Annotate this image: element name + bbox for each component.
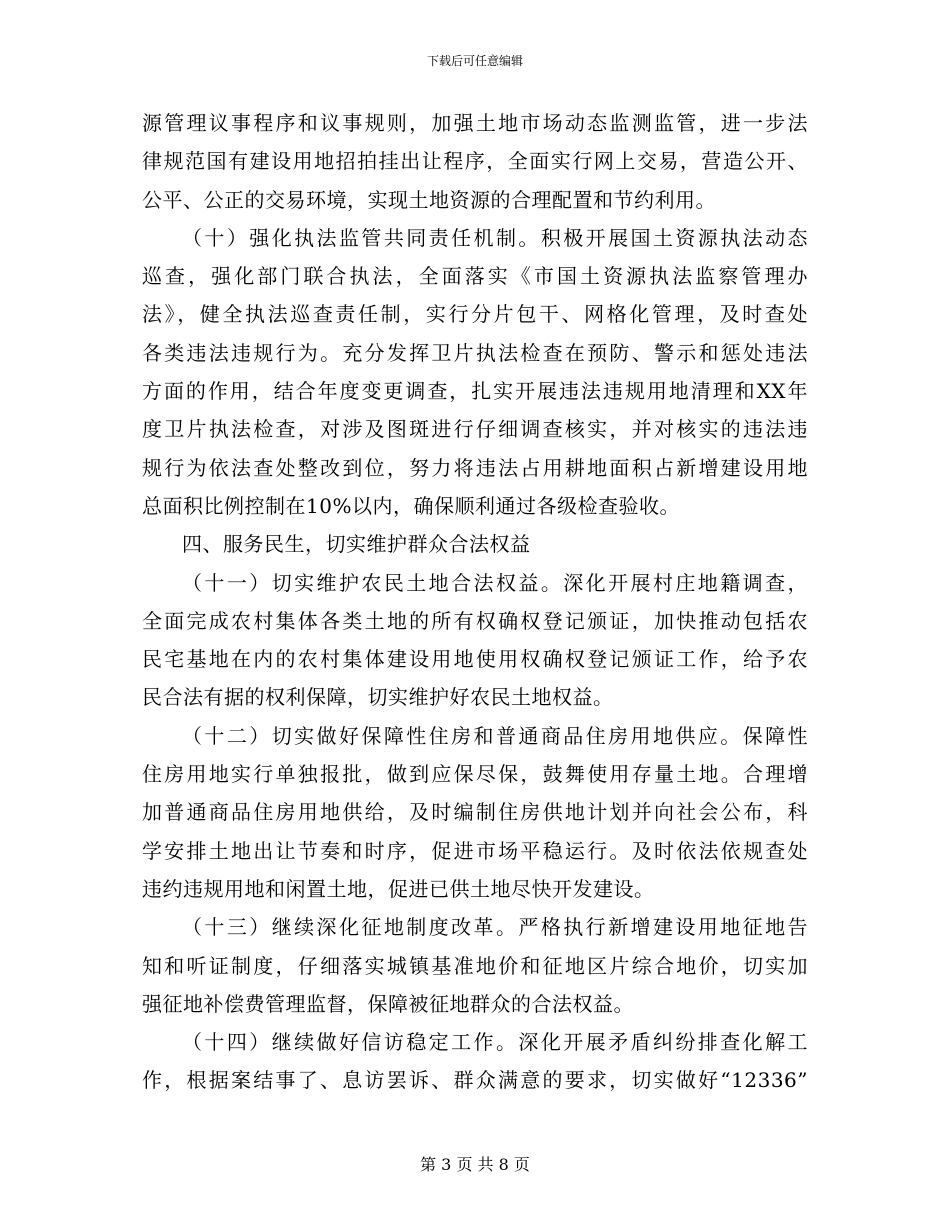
- text-line: 总面积比例控制在10%以内，确保顺利通过各级检查验收。: [142, 493, 680, 518]
- text-line: 方面的作用，结合年度变更调查，扎实开展违法违规用地清理和XX年: [142, 379, 808, 404]
- section-heading: 四、服务民生，切实维护群众合法权益: [182, 532, 531, 557]
- text-line: （十四）继续做好信访稳定工作。深化开展矛盾纠纷排查化解工: [182, 1030, 808, 1055]
- text-line: 住房用地实行单独报批，做到应保尽保，鼓舞使用存量土地。合理增: [142, 762, 808, 787]
- text-line: 作，根据案结事了、息访罢诉、群众满意的要求，切实做好“12336”: [142, 1068, 808, 1093]
- text-line: 规行为依法查处整改到位，努力将违法占用耕地面积占新增建设用地: [142, 455, 808, 480]
- text-line: 加普通商品住房用地供给，及时编制住房供地计划并向社会公布，科: [142, 800, 808, 825]
- text-line: 各类违法违规行为。充分发挥卫片执法检查在预防、警示和惩处违法: [142, 340, 808, 365]
- text-line: 巡查，强化部门联合执法，全面落实《市国土资源执法监察管理办: [142, 264, 808, 289]
- document-body: [142, 104, 808, 1100]
- text-line: 全面完成农村集体各类土地的所有权确权登记颁证，加快推动包括农: [142, 608, 808, 633]
- text-line: （十一）切实维护农民土地合法权益。深化开展村庄地籍调查，: [182, 570, 808, 595]
- text-line: （十二）切实做好保障性住房和普通商品住房用地供应。保障性: [182, 723, 808, 748]
- text-line: 法》，健全执法巡查责任制，实行分片包干、网格化管理，及时查处: [142, 302, 808, 327]
- page-header: 下载后可任意编辑: [426, 54, 523, 68]
- text-line: 民合法有据的权利保障，切实维护好农民土地权益。: [142, 685, 614, 710]
- text-line: 知和听证制度，仔细落实城镇基准地价和征地区片综合地价，切实加: [142, 953, 808, 978]
- text-line: 度卫片执法检查，对涉及图斑进行仔细调查核实，并对核实的违法违: [142, 417, 808, 442]
- text-line: 强征地补偿费管理监督，保障被征地群众的合法权益。: [142, 991, 634, 1016]
- text-line: 公平、公正的交易环境，实现土地资源的合理配置和节约利用。: [142, 187, 716, 212]
- text-line: （十三）继续深化征地制度改革。严格执行新增建设用地征地告: [182, 915, 808, 940]
- text-line: 律规范国有建设用地招拍挂出让程序，全面实行网上交易，营造公开、: [142, 149, 808, 174]
- text-line: 违约违规用地和闲置土地，促进已供土地尽快开发建设。: [142, 876, 655, 901]
- page-footer: 第 3 页 共 8 页: [420, 1155, 530, 1174]
- text-line: 源管理议事程序和议事规则，加强土地市场动态监测监管，进一步法: [142, 111, 808, 135]
- text-line: 学安排土地出让节奏和时序，促进市场平稳运行。及时依法依规查处: [142, 838, 808, 863]
- text-line: 民宅基地在内的农村集体建设用地使用权确权登记颁证工作，给予农: [142, 647, 808, 672]
- text-line: （十）强化执法监管共同责任机制。积极开展国土资源执法动态: [182, 225, 808, 250]
